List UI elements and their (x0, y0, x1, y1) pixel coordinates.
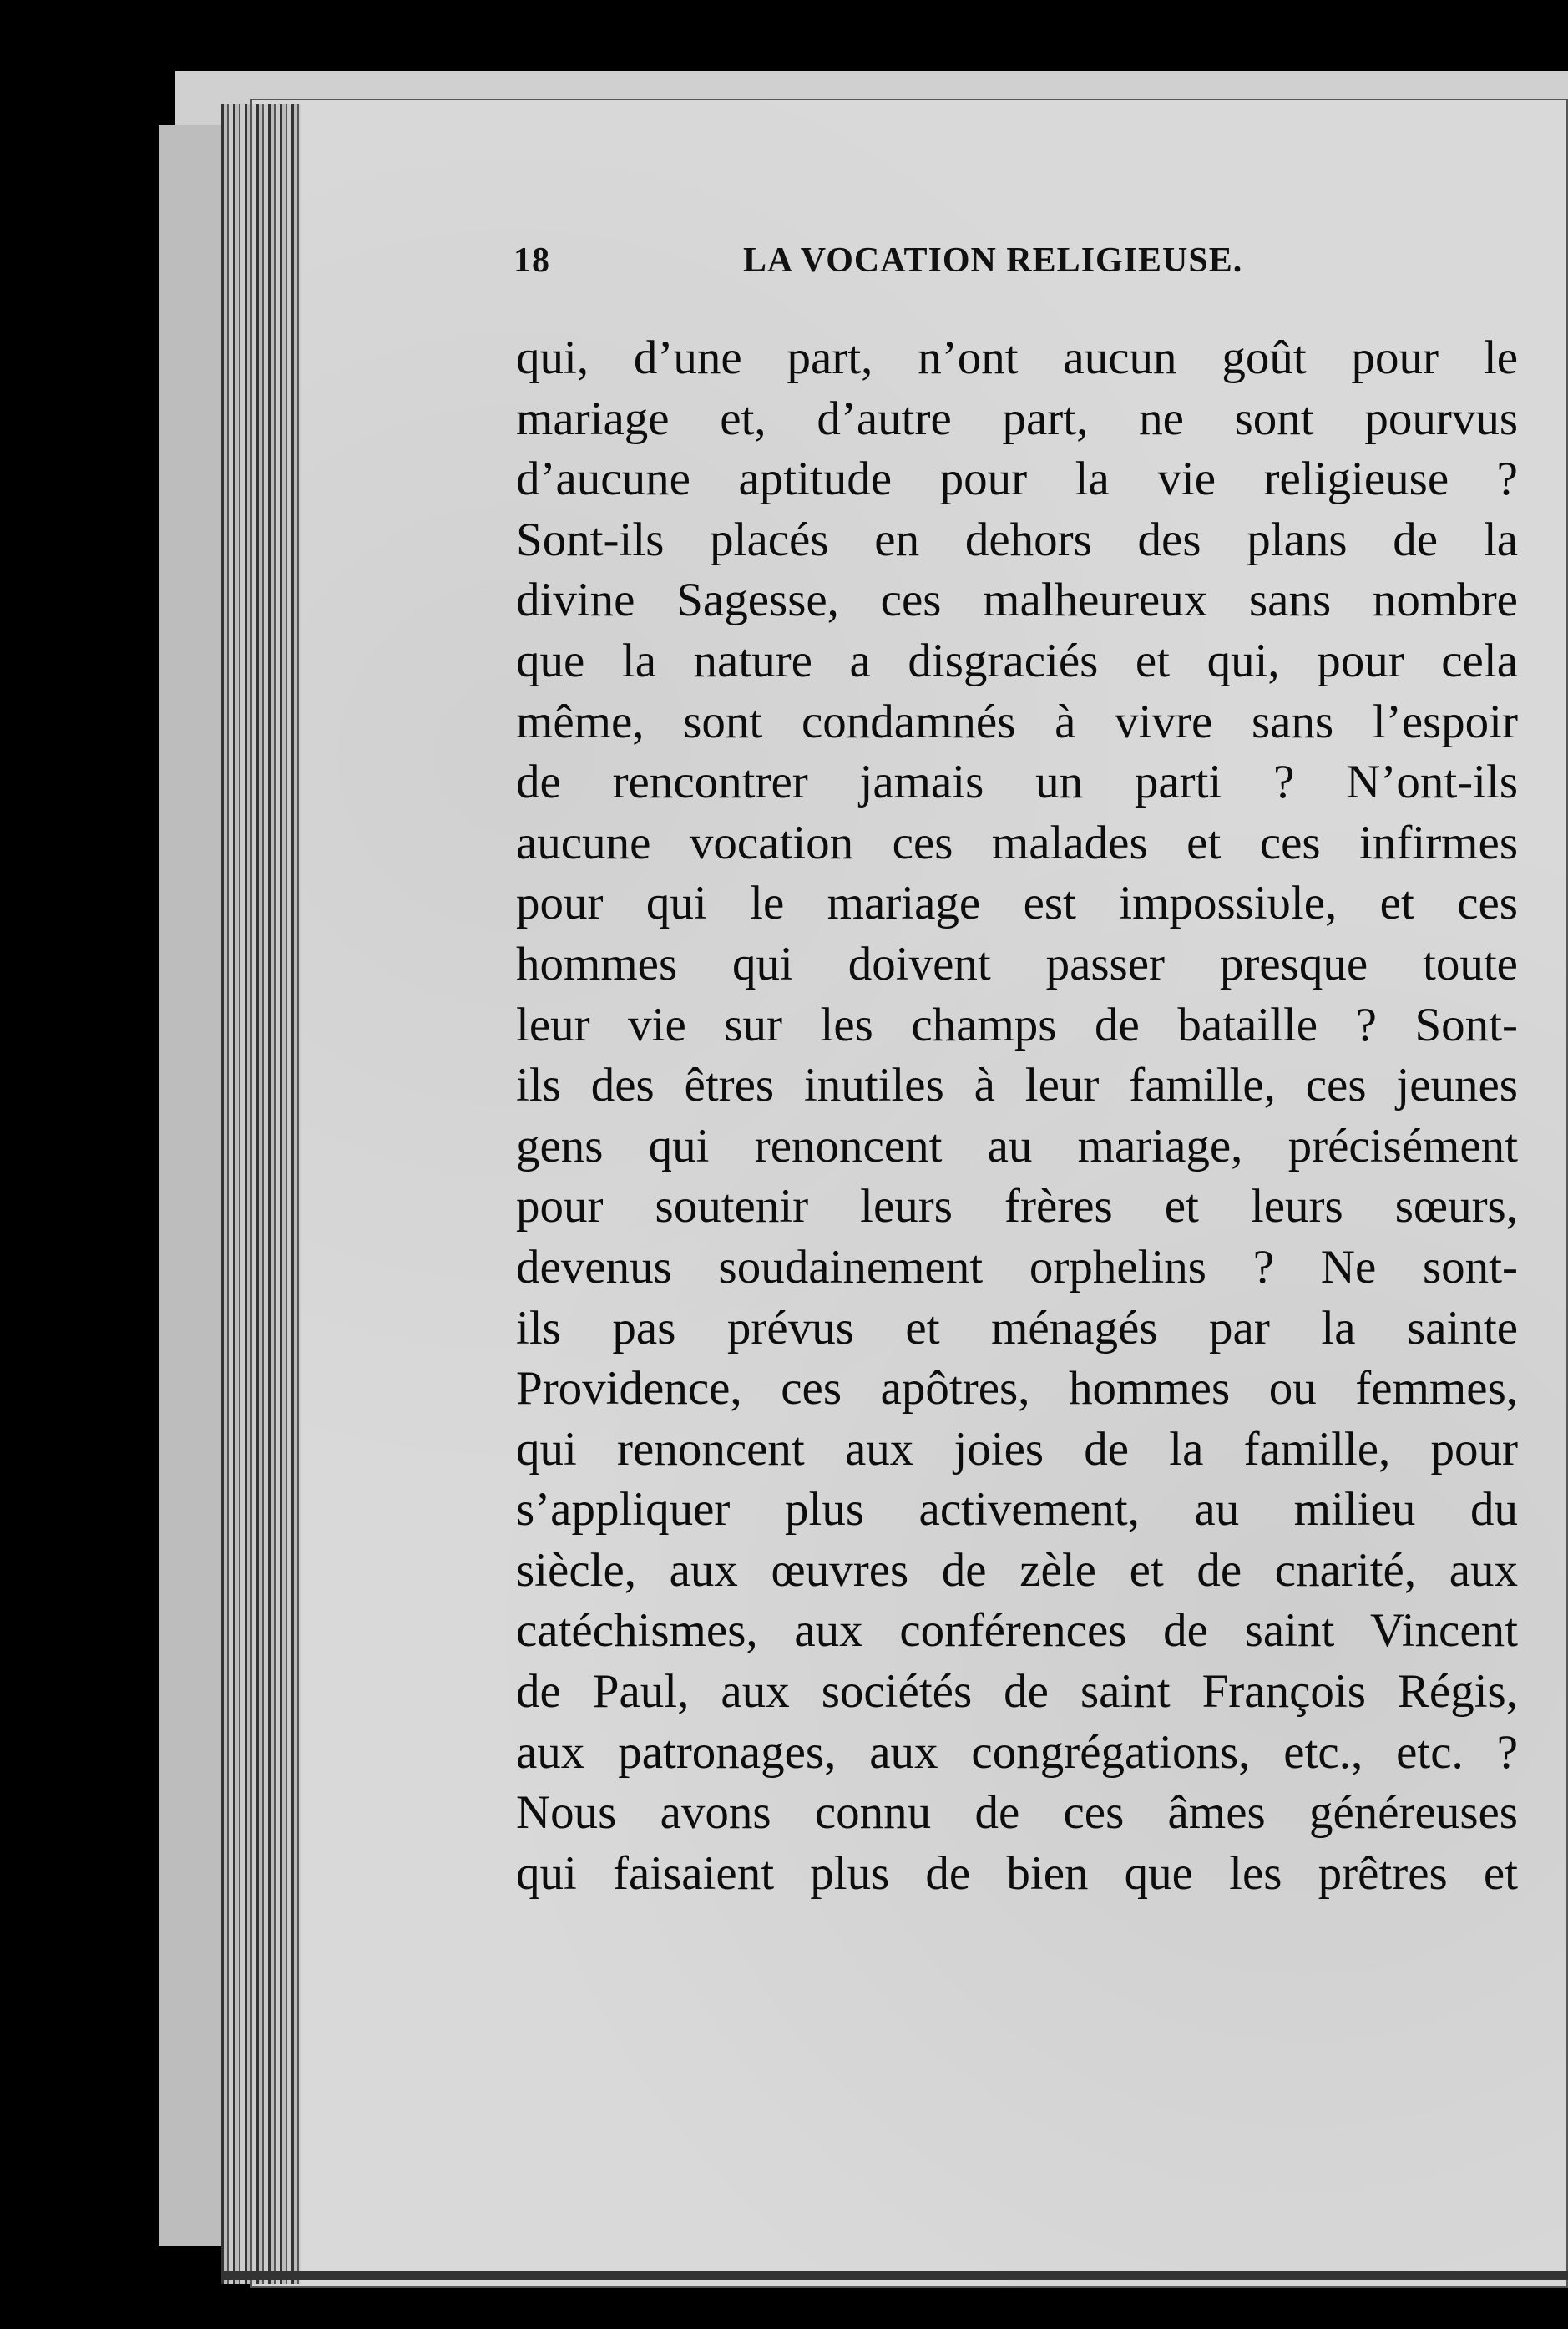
page-number: 18 (513, 241, 550, 280)
text-line: hommes qui doivent passer presque toute (516, 937, 1518, 990)
text-line: d’aucune aptitude pour la vie religieuse ? (516, 453, 1518, 506)
page-edges (221, 104, 301, 2284)
text-line: Sont-ils placés en dehors des plans de la (516, 513, 1518, 566)
text-line: de Paul, aux sociétés de saint François Régis, (516, 1665, 1518, 1719)
text-line: qui faisaient plus de bien que les prêtres et (516, 1846, 1518, 1900)
text-line: aucune vocation ces malades et ces infirmes (516, 816, 1518, 869)
text-line: pour qui le mariage est impossiυle, et ces (516, 877, 1518, 930)
running-title: LA VOCATION RELIGIEUSE. (743, 241, 1243, 280)
text-line: que la nature a disgraciés et qui, pour cela (516, 634, 1518, 687)
text-line: leur vie sur les champs de bataille ? Sont- (516, 998, 1518, 1051)
text-line: ils des êtres inutiles à leur famille, ces jeunes (516, 1059, 1518, 1112)
text-line: de rencontrer jamais un parti ? N’ont-ils (516, 756, 1518, 809)
text-line: siècle, aux œuvres de zèle et de cnarité, aux (516, 1543, 1518, 1597)
text-line: s’appliquer plus activement, au milieu du (516, 1483, 1518, 1537)
body-text (516, 328, 1518, 1904)
text-line: devenus soudainement orphelins ? Ne sont- (516, 1240, 1518, 1294)
text-line: divine Sagesse, ces malheureux sans nombre (516, 574, 1518, 627)
text-line: qui, d’une part, n’ont aucun goût pour le (516, 332, 1518, 384)
text-line: aux patronages, aux congrégations, etc., etc. ? (516, 1725, 1518, 1779)
text-line: qui renoncent aux joies de la famille, pour (516, 1422, 1518, 1476)
text-line: catéchismes, aux conférences de saint Vincent (516, 1604, 1518, 1658)
text-line: pour soutenir leurs frères et leurs sœurs, (516, 1180, 1518, 1233)
text-line: Providence, ces apôtres, hommes ou femmes, (516, 1362, 1518, 1415)
text-line: même, sont condamnés à vivre sans l’espoir (516, 695, 1518, 748)
text-line: gens qui renoncent au mariage, précisément (516, 1119, 1518, 1172)
text-line: ils pas prévus et ménagés par la sainte (516, 1301, 1518, 1354)
text-line: Nous avons connu de ces âmes généreuses (516, 1786, 1518, 1840)
page-bottom-edge (221, 2271, 1568, 2280)
text-line: mariage et, d’autre part, ne sont pourvus (516, 392, 1518, 445)
page-header (513, 240, 1348, 291)
